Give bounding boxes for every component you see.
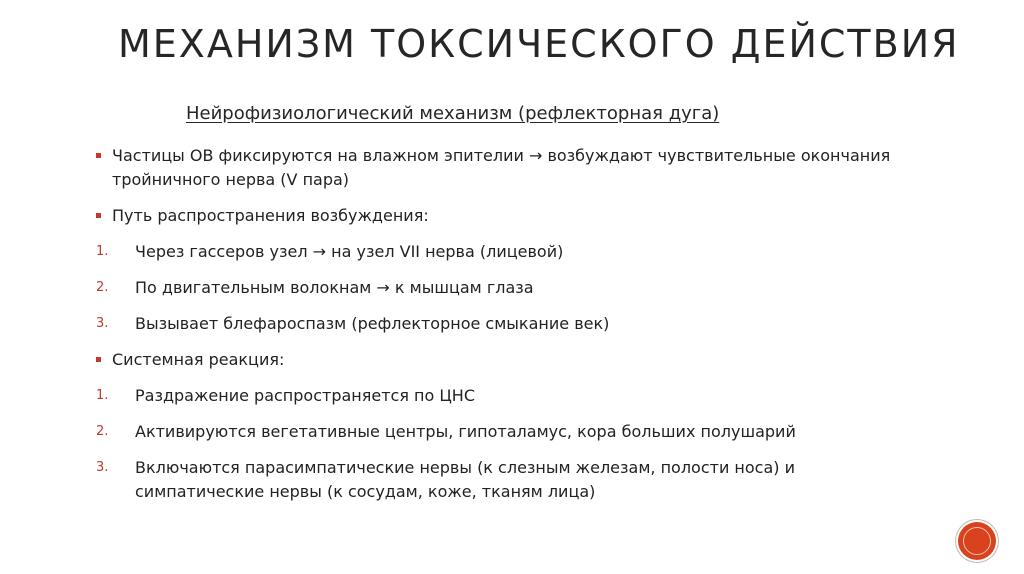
list-item-text: По двигательным волокнам → к мышцам глаза <box>135 278 534 297</box>
list-item-text: Путь распространения возбуждения: <box>112 206 429 225</box>
square-bullet-icon <box>96 213 101 218</box>
square-bullet-icon <box>96 357 101 362</box>
square-bullet-icon <box>96 153 101 158</box>
list-item <box>96 144 916 192</box>
list-item <box>96 384 916 408</box>
list-item <box>96 420 916 444</box>
list-item-text: Включаются парасимпатические нервы (к слезным железам, полости носа) и симпатические нервы (к сосудам, коже, тканям лица) <box>135 458 796 501</box>
list-item <box>96 276 916 300</box>
list-number: 1. <box>96 388 109 403</box>
list-item-text: Через гассеров узел → на узел VII нерва (лицевой) <box>135 242 564 261</box>
list-number: 2. <box>96 280 109 295</box>
list-item-text: Раздражение распространяется по ЦНС <box>135 386 475 405</box>
slide-subtitle: Нейрофизиологический механизм (рефлекторная дуга) <box>186 103 720 124</box>
list-item <box>96 312 916 336</box>
list-item-text: Частицы ОВ фиксируются на влажном эпителии → возбуждают чувствительные окончания тройничного нерва (V пара) <box>112 146 891 189</box>
list-item <box>96 240 916 264</box>
list-item <box>96 456 916 504</box>
slide-content <box>96 144 916 504</box>
logo-ring <box>963 527 991 555</box>
slide-title: МЕХАНИЗМ ТОКСИЧЕСКОГО ДЕЙСТВИЯ <box>118 22 960 66</box>
list-number: 2. <box>96 424 109 439</box>
list-item <box>96 348 916 372</box>
list-item-text: Системная реакция: <box>112 350 285 369</box>
list-item <box>96 204 916 228</box>
list-number: 3. <box>96 460 109 475</box>
list-item-text: Вызывает блефароспазм (рефлекторное смыкание век) <box>135 314 610 333</box>
list-item-text: Активируются вегетативные центры, гипоталамус, кора больших полушарий <box>135 422 796 441</box>
circle-logo-icon <box>958 522 996 560</box>
list-number: 3. <box>96 316 109 331</box>
list-number: 1. <box>96 244 109 259</box>
